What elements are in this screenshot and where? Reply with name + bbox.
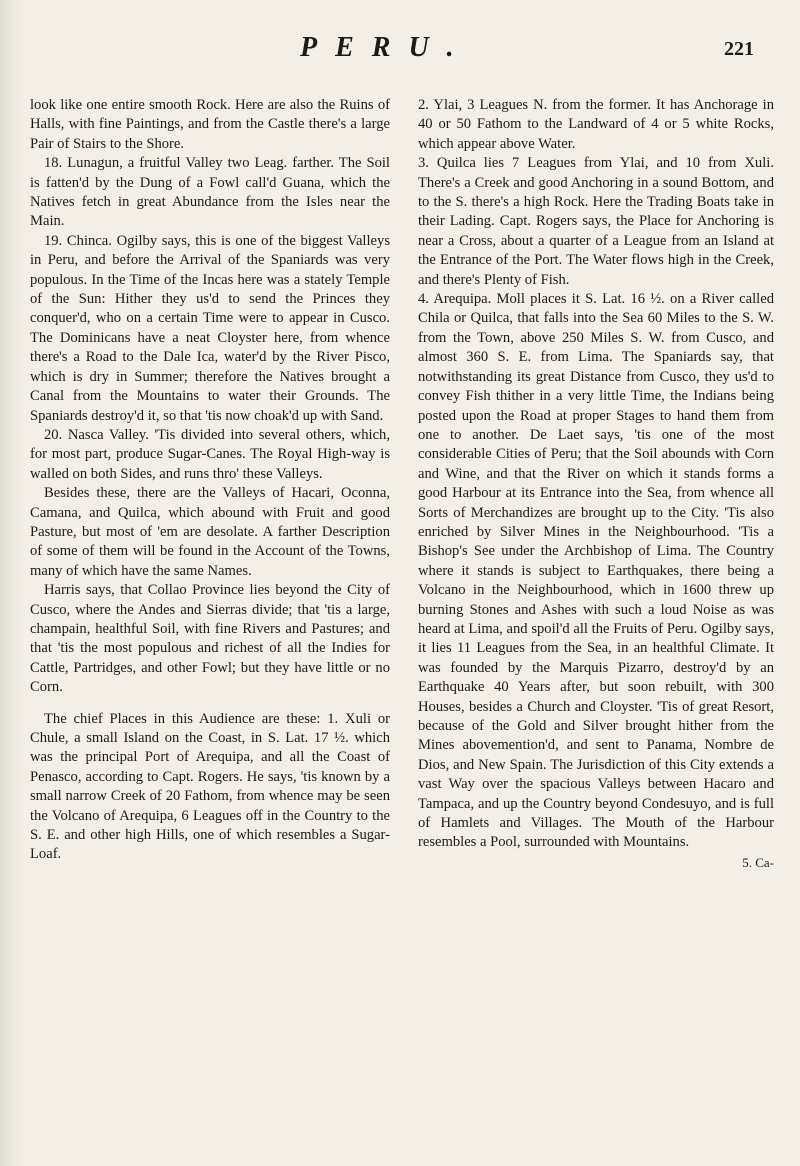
paragraph: Besides these, there are the Valleys of Hacari, Oconna, Camana, and Quilca, which abound with Fruit and good Pasture, but most of 'em are desolate. A farther Description of some of them will be found in the Account of the Towns, many of which have the same Names. (30, 485, 390, 579)
paragraph: 20. Nasca Valley. 'Tis divided into several others, which, for most part, produce Sugar-Canes. The Royal High-way is walled on both Sides, and runs thro' these Valleys. (30, 426, 390, 482)
running-head (0, 28, 800, 68)
paragraph: 18. Lunagun, a fruitful Valley two Leag. farther. The Soil is fatten'd by the Dung of a Fowl call'd Guana, which the Natives fetch in great Abundance from the Isles near the Main. (30, 155, 390, 230)
running-title: PERU. (300, 32, 472, 63)
gutter-shadow (0, 0, 22, 1166)
paragraph: 3. Quilca lies 7 Leagues from Ylai, and 10 from Xuli. There's a Creek and good Anchoring in a sound Bottom, and to the S. there's a high Rock. Here the Trading Boats take in their Lading. Capt. Rogers says, the Place for Anchoring is near a Cross, about a quarter of a League from an Island at the Entrance of the Port. The Water flows high in the Creek, and there's Plenty of Fish. (418, 155, 774, 288)
paragraph: look like one entire smooth Rock. Here are also the Ruins of Halls, with fine Paintings, and from the Castle there's a large Pair of Stairs to the Shore. (30, 97, 390, 152)
paragraph: 19. Chinca. Ogilby says, this is one of the biggest Valleys in Peru, and before the Arrival of the Spaniards was very populous. In the Time of the Incas here was a stately Temple of the Sun: Hither they us'd to send the Princes they conquer'd, who on a certain Time were to appear in Cusco. The Dominicans have a neat Cloyster here, from whence there's a Road to the Dale Ica, water'd by the River Pisco, which is dry in Summer; therefore the Natives brought a Canal from the Mountains to water their Grounds. The Spaniards destroy'd it, so that 'tis now choak'd up with Sand. (30, 232, 390, 424)
paragraph: 2. Ylai, 3 Leagues N. from the former. It has Anchorage in 40 or 50 Fathom to the Landward of 4 or 5 white Rocks, which appear above Water. (418, 97, 774, 152)
paragraph: 4. Arequipa. Moll places it S. Lat. 16 ½. on a River called Chila or Quilca, that falls into the Sea 60 Miles to the S. W. from the Town, above 250 Miles S. W. from Cusco, and almost 360 S. E. from Lima. The Spaniards say, that notwithstanding its great Distance from Cusco, they us'd to convey Fish thither in a very little Time, the Indians being posted upon the Road at proper Stages to hand them from one to another. De Laet says, 'tis one of the most considerable Cities of Peru; that the Soil abounds with Corn and Wine, and that the River on which it stands forms a good Harbour at its Entrance into the Sea, from whence all Sorts of Merchandizes are brought up to the City. 'Tis also enriched by Silver Mines in the Neighbourhood. 'Tis a Bishop's See under the Archbishop of Lima. The Country where it stands is subject to Earthquakes, there being a Volcano in the Neighbourhood, which in 1600 threw up burning Stones and Ashes with such a loud Noise as was heard at Lima, and spoil'd all the Fruits of Peru. Ogilby says, it lies 11 Leagues from the Sea, in an healthful Climate. It was founded by the Marquis Pizarro, destroy'd by an Earthquake 40 Years after, but soon rebuilt, with 300 Houses, besides a Church and Cloyster. 'Tis of great Resort, because of the Gold and Silver brought hither from the Mines abovemention'd, and sent to Panama, Nombre de Dios, and New Spain. The Jurisdiction of this City extends a vast Way over the spacious Valleys between Hacaro and Tampaca, and up the Country beyond Condesuyo, and is full of Hamlets and Villages. The Mouth of the Harbour resembles a Pool, surrounded with Mountains. (418, 291, 774, 851)
catchword: 5. Ca- (742, 854, 774, 870)
page-number: 221 (724, 38, 754, 60)
left-column (30, 96, 390, 865)
right-column (418, 96, 774, 872)
paragraph: Harris says, that Collao Province lies beyond the City of Cusco, where the Andes and Sierras divide; that 'tis a large, champain, healthful Soil, with fine Rivers and Pastures; and that 'tis the most populous and richest of all the Indies for Cattle, Partridges, and other Fowl; but they have little or no Corn. (30, 582, 390, 696)
paragraph: The chief Places in this Audience are these: 1. Xuli or Chule, a small Island on the Coast, in S. Lat. 17 ½. which was the principal Port of Arequipa, and all the Coast of Penasco, according to Capt. Rogers. He says, 'tis known by a small narrow Creek of 20 Fathom, from whence may be seen the Volcano of Arequipa, 6 Leagues off in the Country to the S. E. and other high Hills, one of which resembles a Sugar-Loaf. (30, 710, 390, 863)
